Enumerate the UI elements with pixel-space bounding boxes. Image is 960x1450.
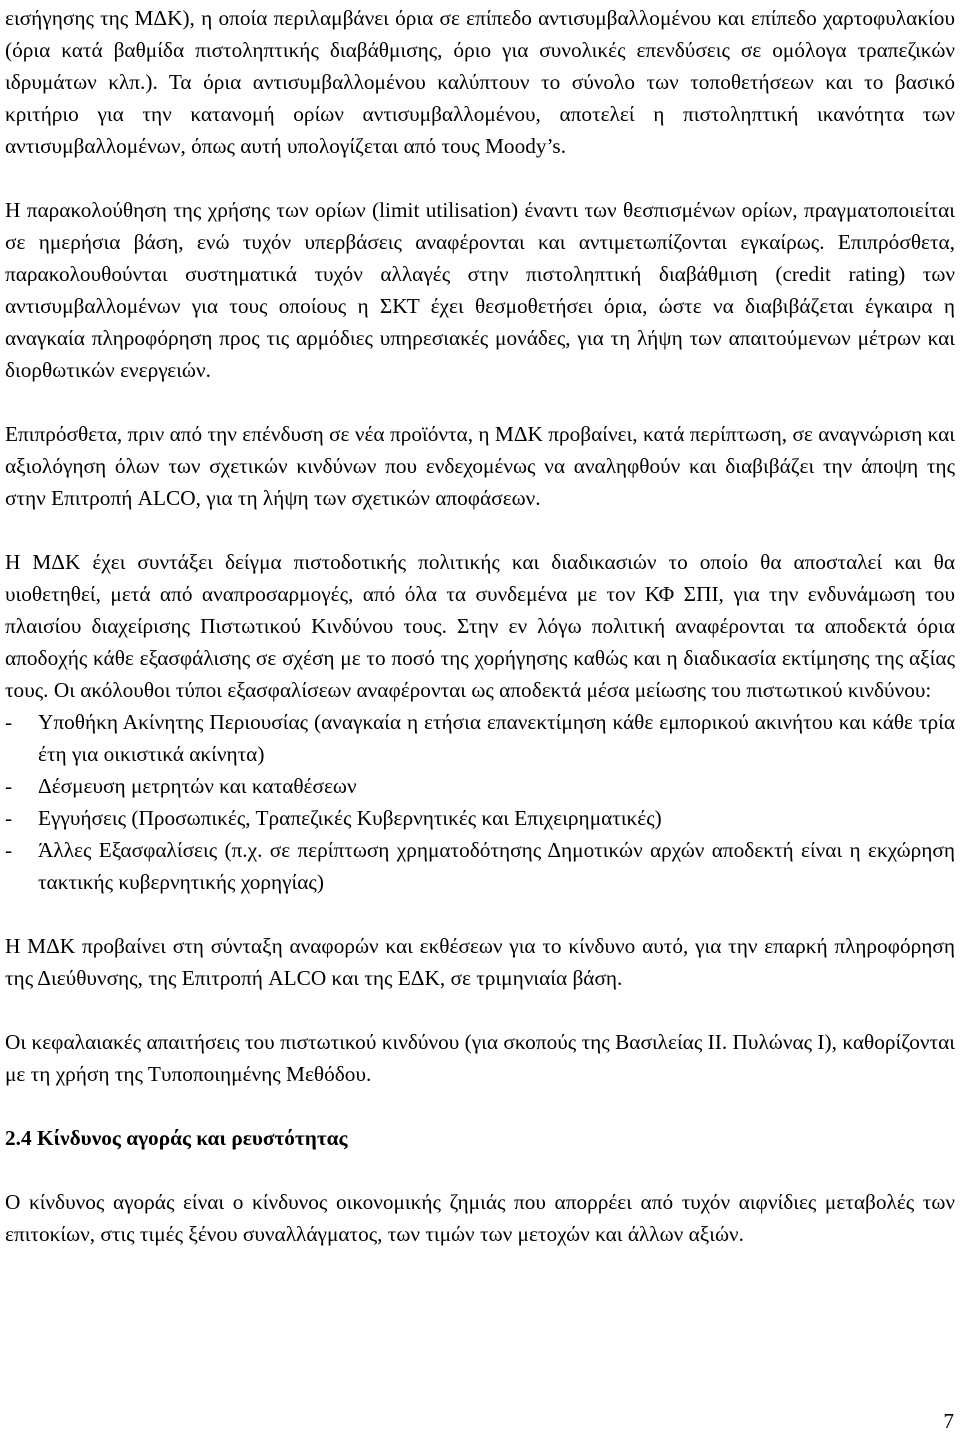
collateral-list [5,706,955,898]
list-item [5,802,955,834]
list-dash: - [5,838,13,862]
list-item-text: Δέσμευση μετρητών και καταθέσεων [38,774,357,798]
paragraph-new-products: Επιπρόσθετα, πριν από την επένδυση σε νέα προϊόντα, η ΜΔΚ προβαίνει, κατά περίπτωση, σε αναγνώριση και αξιολόγηση όλων των σχετικών κινδύνων που ενδεχομένως να αναληφθούν και διαβιβάζει την άποψη της στην Επιτροπή ALCO, για τη λήψη των σχετικών αποφάσεων. [5,422,955,510]
list-item-text: Εγγυήσεις (Προσωπικές, Τραπεζικές Κυβερνητικές και Επιχειρηματικές) [38,806,662,830]
list-dash: - [5,806,13,830]
list-item [5,834,955,898]
page-number: 7 [943,1409,954,1433]
list-item-text: Άλλες Εξασφαλίσεις (π.χ. σε περίπτωση χρηματοδότησης Δημοτικών αρχών αποδεκτή είναι η εκχώρηση τακτικής κυβερνητικής χορηγίας) [38,838,955,894]
list-item-text: Υποθήκη Ακίνητης Περιουσίας (αναγκαία η ετήσια επανεκτίμηση κάθε εμπορικού ακινήτου και κάθε τρία έτη για οικιστικά ακίνητα) [38,710,955,766]
list-item [5,706,955,770]
paragraph-reporting: Η ΜΔΚ προβαίνει στη σύνταξη αναφορών και εκθέσεων για το κίνδυνο αυτό, για την επαρκή πληροφόρηση της Διεύθυνσης, της Επιτροπή ALCO και της ΕΔΚ, σε τριμηνιαία βάση. [5,934,955,990]
list-dash: - [5,710,13,734]
list-dash: - [5,774,13,798]
list-item [5,770,955,802]
paragraph-capital-requirements: Οι κεφαλαιακές απαιτήσεις του πιστωτικού κινδύνου (για σκοπούς της Βασιλείας ΙΙ. Πυλώνας Ι), καθορίζονται με τη χρήση της Τυποποιημένης Μεθόδου. [5,1030,955,1086]
paragraph-credit-policy: Η ΜΔΚ έχει συντάξει δείγμα πιστοδοτικής πολιτικής και διαδικασιών το οποίο θα αποσταλεί και θα υιοθετηθεί, μετά από αναπροσαρμογές, από όλα τα συνδεμένα με τον ΚΦ ΣΠΙ, για την ενδυνάμωση του πλαισίου διαχείρισης Πιστωτικού Κινδύνου τους. Στην εν λόγω πολιτική αναφέρονται τα αποδεκτά όρια αποδοχής κάθε εξασφάλισης σε σχέση με το ποσό της χορήγησης καθώς και η διαδικασία εκτίμησης της αξίας τους. Οι ακόλουθοι τύποι εξασφαλίσεων αναφέρονται ως αποδεκτά μέσα μείωσης του πιστωτικού κινδύνου: [5,550,955,702]
paragraph-market-risk: Ο κίνδυνος αγοράς είναι ο κίνδυνος οικονομικής ζημιάς που απορρέει από τυχόν αιφνίδιες μεταβολές των επιτοκίων, στις τιμές ξένου συναλλάγματος, των τιμών των μετοχών και άλλων αξιών. [5,1190,955,1246]
document-page [5,2,955,1250]
paragraph-collateral-limits: εισήγησης της ΜΔΚ), η οποία περιλαμβάνει όρια σε επίπεδο αντισυμβαλλομένου και επίπεδο χαρτοφυλακίου (όρια κατά βαθμίδα πιστοληπτικής διαβάθμισης, όριο για συνολικές επενδύσεις σε ομόλογα τραπεζικών ιδρυμάτων κλπ.). Τα όρια αντισυμβαλλομένου καλύπτουν το σύνολο των τοποθετήσεων και το βασικό κριτήριο για την κατανομή ορίων αντισυμβαλλομένου, αποτελεί η πιστοληπτική ικανότητα των αντισυμβαλλομένων, όπως αυτή υπολογίζεται από τους Moody’s. [5,6,955,158]
paragraph-limit-monitoring: Η παρακολούθηση της χρήσης των ορίων (limit utilisation) έναντι των θεσπισμένων ορίων, πραγματοποιείται σε ημερήσια βάση, ενώ τυχόν υπερβάσεις αναφέρονται και αντιμετωπίζονται εγκαίρως. Επιπρόσθετα, παρακολουθούνται συστηματικά τυχόν αλλαγές στην πιστοληπτική διαβάθμιση (credit rating) των αντισυμβαλλομένων για τους οποίους η ΣΚΤ έχει θεσμοθετήσει όρια, ώστε να διαβιβάζεται έγκαιρα η αναγκαία πληροφόρηση προς τις αρμόδιες υπηρεσιακές μονάδες, για τη λήψη των απαιτούμενων μέτρων και διορθωτικών ενεργειών. [5,198,955,382]
section-heading: 2.4 Κίνδυνος αγοράς και ρευστότητας [5,1126,348,1150]
